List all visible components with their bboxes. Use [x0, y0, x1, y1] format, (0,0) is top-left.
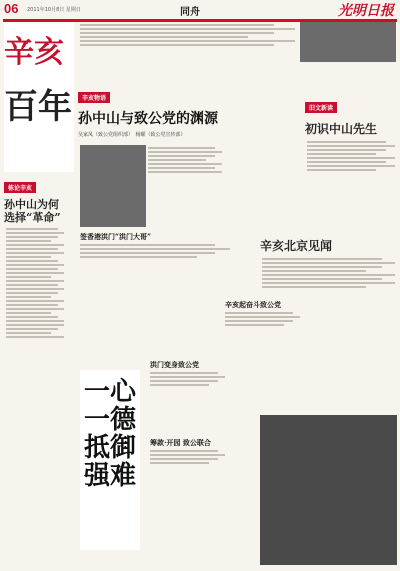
portrait-photo	[80, 145, 146, 227]
right-column	[305, 95, 397, 175]
newspaper-logo: 光明日报	[338, 3, 394, 19]
sub-head-4: 筹款·开园 致公联合	[150, 438, 211, 447]
main-body-1	[148, 145, 222, 227]
right-body-1	[305, 137, 397, 175]
calligraphy-text: 一心一德 抵御强难	[83, 377, 136, 491]
sub-head-1: 签香港洪门“洪门大哥”	[80, 232, 152, 241]
page-date: 2011年10月8日 星期日	[27, 7, 81, 13]
left-headline: 孙中山为何选择“革命”	[4, 198, 61, 224]
main-headline: 孙中山与致公党的渊源	[78, 111, 218, 127]
sub-section-2	[150, 360, 225, 388]
left-kicker: 栋论辛亥	[4, 182, 36, 193]
calligraphy-box	[80, 370, 140, 550]
masthead-title-2: 百年	[4, 87, 72, 127]
left-column	[4, 175, 66, 342]
main-kicker: 辛亥物语	[78, 92, 110, 103]
section-title: 同舟	[180, 7, 200, 18]
battle-illustration	[260, 415, 397, 565]
intro-text	[80, 22, 295, 82]
left-body	[4, 224, 66, 342]
right-headline-2: 辛亥北京见闻	[260, 239, 333, 253]
right-body-2	[260, 254, 397, 292]
right-headline-1: 初识中山先生	[305, 122, 378, 136]
masthead-block	[4, 22, 74, 172]
sub-section-1	[80, 232, 230, 260]
main-headline-area	[78, 85, 318, 138]
sub-head-2: 洪门变身致公党	[150, 360, 199, 369]
right-kicker: 旧文新读	[305, 102, 337, 113]
sub-section-4	[150, 438, 225, 466]
right-column-2	[260, 235, 397, 292]
building-photo	[300, 22, 396, 62]
sub-section-3	[225, 300, 300, 328]
masthead-title-1: 辛亥	[4, 35, 64, 70]
page-number: 06	[4, 1, 19, 16]
sub-head-3: 辛亥起奋斗致公党	[225, 300, 281, 309]
main-byline: 吴家凤（致公党组织部） 杨曜（致公党宣传部）	[78, 132, 186, 138]
